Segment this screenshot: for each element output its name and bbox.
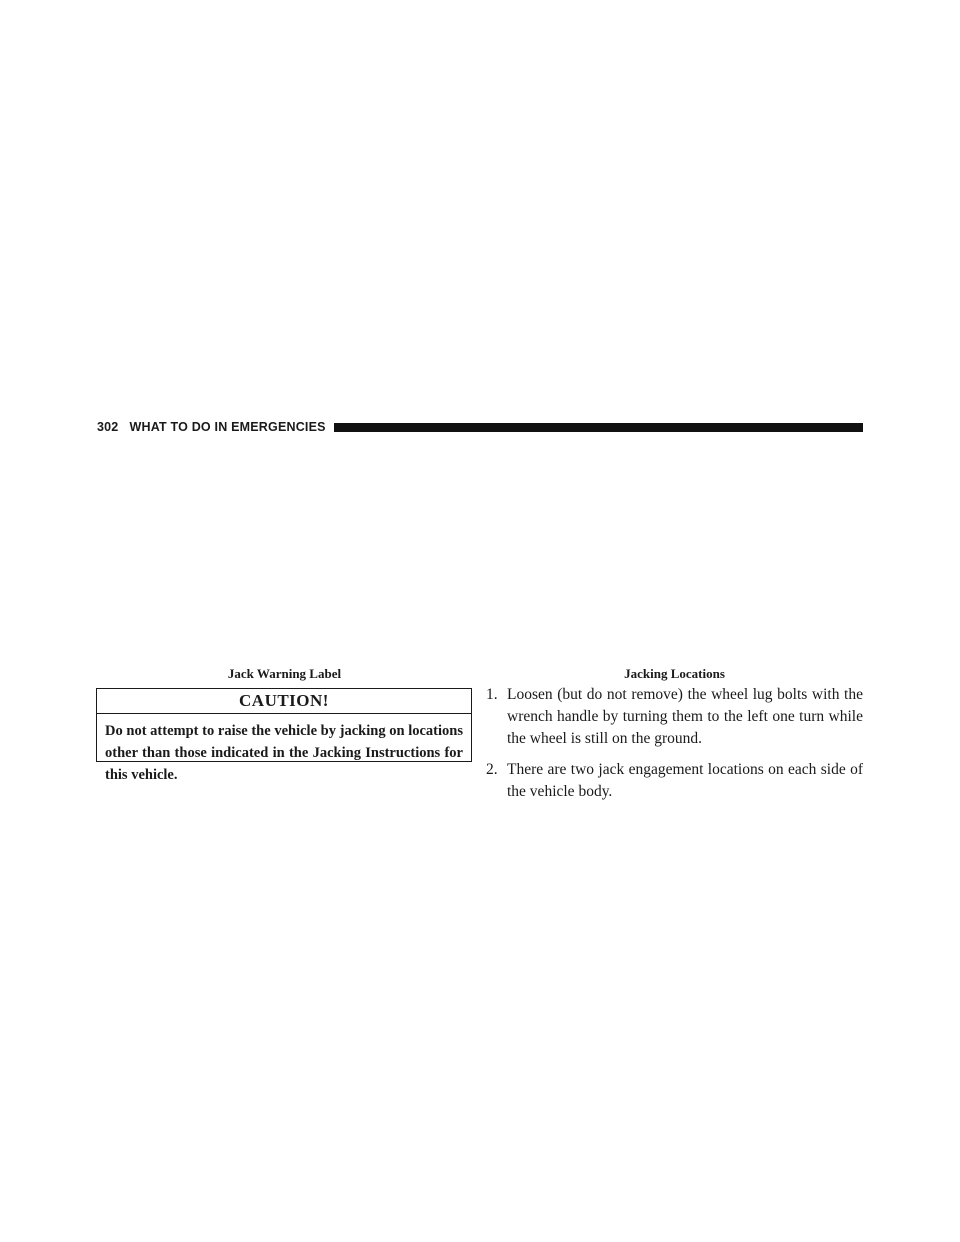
caution-title: CAUTION! <box>97 689 471 714</box>
instruction-list <box>486 684 863 812</box>
step-text: Loosen (but do not remove) the wheel lug bolts with the wrench handle by turning them to the left one turn while the wheel is still on the ground. <box>507 686 863 747</box>
figure-caption-jacking-locations: Jacking Locations <box>624 666 725 681</box>
figure-caption-jack-warning-label: Jack Warning Label <box>227 666 342 681</box>
page-header <box>97 419 863 435</box>
caution-text: Do not attempt to raise the vehicle by jacking on locations other than those indicated in the Jacking Instructions for this vehicle. <box>105 723 463 783</box>
step-number: 1. <box>486 686 498 703</box>
step-text: There are two jack engagement locations on each side of the vehicle body. <box>507 761 863 800</box>
page-number: 302 <box>97 420 119 434</box>
caution-box <box>96 688 472 783</box>
step-number: 2. <box>486 761 498 778</box>
instruction-step <box>486 684 863 750</box>
section-title: WHAT TO DO IN EMERGENCIES <box>129 420 326 434</box>
instruction-step <box>486 759 863 803</box>
header-rule <box>334 423 863 432</box>
